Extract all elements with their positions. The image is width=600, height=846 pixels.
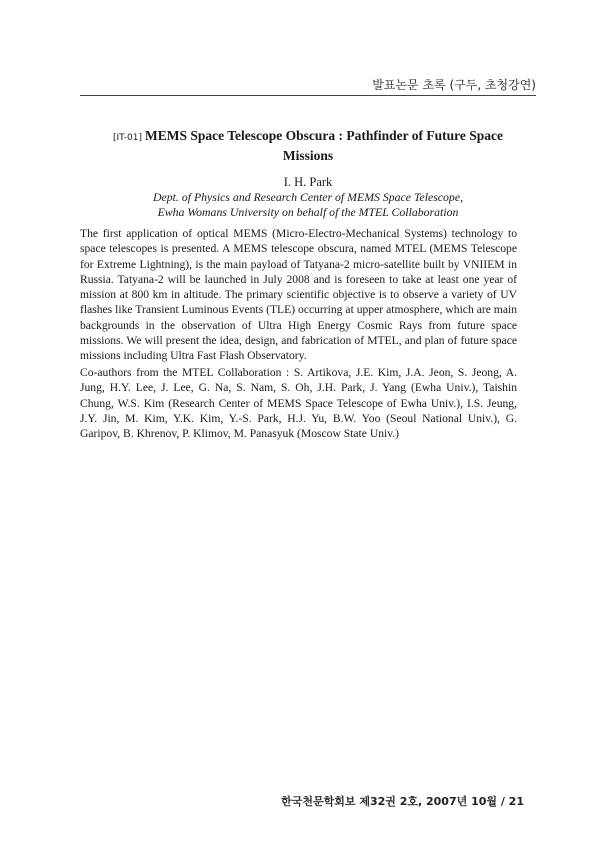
abstract-code: [IT-01] (112, 133, 143, 143)
author-name: I. H. Park (283, 175, 333, 189)
running-header: 발표논문 초록 (구두, 초청강연) (372, 78, 536, 92)
paper-title (80, 127, 536, 165)
affiliation-line-1: Dept. of Physics and Research Center of MEMS Space Telescope, (152, 190, 464, 204)
title-line-2: Missions (282, 148, 334, 163)
coauthors-paragraph: Co-authors from the MTEL Collaboration : S. Artikova, J.E. Kim, J.A. Jeon, S. Jeong, A. Jung, H.Y. Lee, J. Lee, G. Na, S. Nam, S. Oh, J.H. Park, J. Yang (Ewha Univ.), Taishin Chung, W.S. Kim (Research Center of MEMS Space Telescope of Ewha Univ.), I.S. Jeung, J.Y. Jin, M. Kim, Y.K. Kim, Y.-S. Park, H.J. Yu, B.W. Yoo (Seoul National Univ.), G. Garipov, B. Khrenov, P. Klimov, M. Panasyuk (Moscow State Univ.) (80, 366, 517, 441)
affiliation (80, 190, 536, 220)
page-footer: 한국천문학회보 제32권 2호, 2007년 10월 / 21 (281, 795, 524, 808)
header-divider (80, 95, 536, 96)
affiliation-line-2: Ewha Womans University on behalf of the MTEL Collaboration (157, 205, 459, 219)
title-line-1 (80, 127, 536, 147)
abstract-paragraph: The first application of optical MEMS (Micro-Electro-Mechanical Systems) technology to space telescopes is presented. A MEMS telescope obscura, named MTEL (MEMS Telescope for Extreme Lightning), is the main payload of Tatyana-2 micro-satellite built by VNIIEM in Russia. Tatyana-2 will be launched in July 2008 and is foreseen to take at least one year of mission at 800 km in altitude. The primary scientific objective is to observe a variety of UV flashes like Transient Luminous Events (TLE) occurring at upper atmosphere, which are main backgrounds in the observation of Ultra High Energy Cosmic Rays from future space missions. We will present the idea, design, and fabrication of MTEL, and plan of future space missions including Ultra Fast Flash Observatory. (80, 227, 517, 363)
title-text-1: MEMS Space Telescope Obscura : Pathfinder of Future Space (145, 128, 504, 143)
